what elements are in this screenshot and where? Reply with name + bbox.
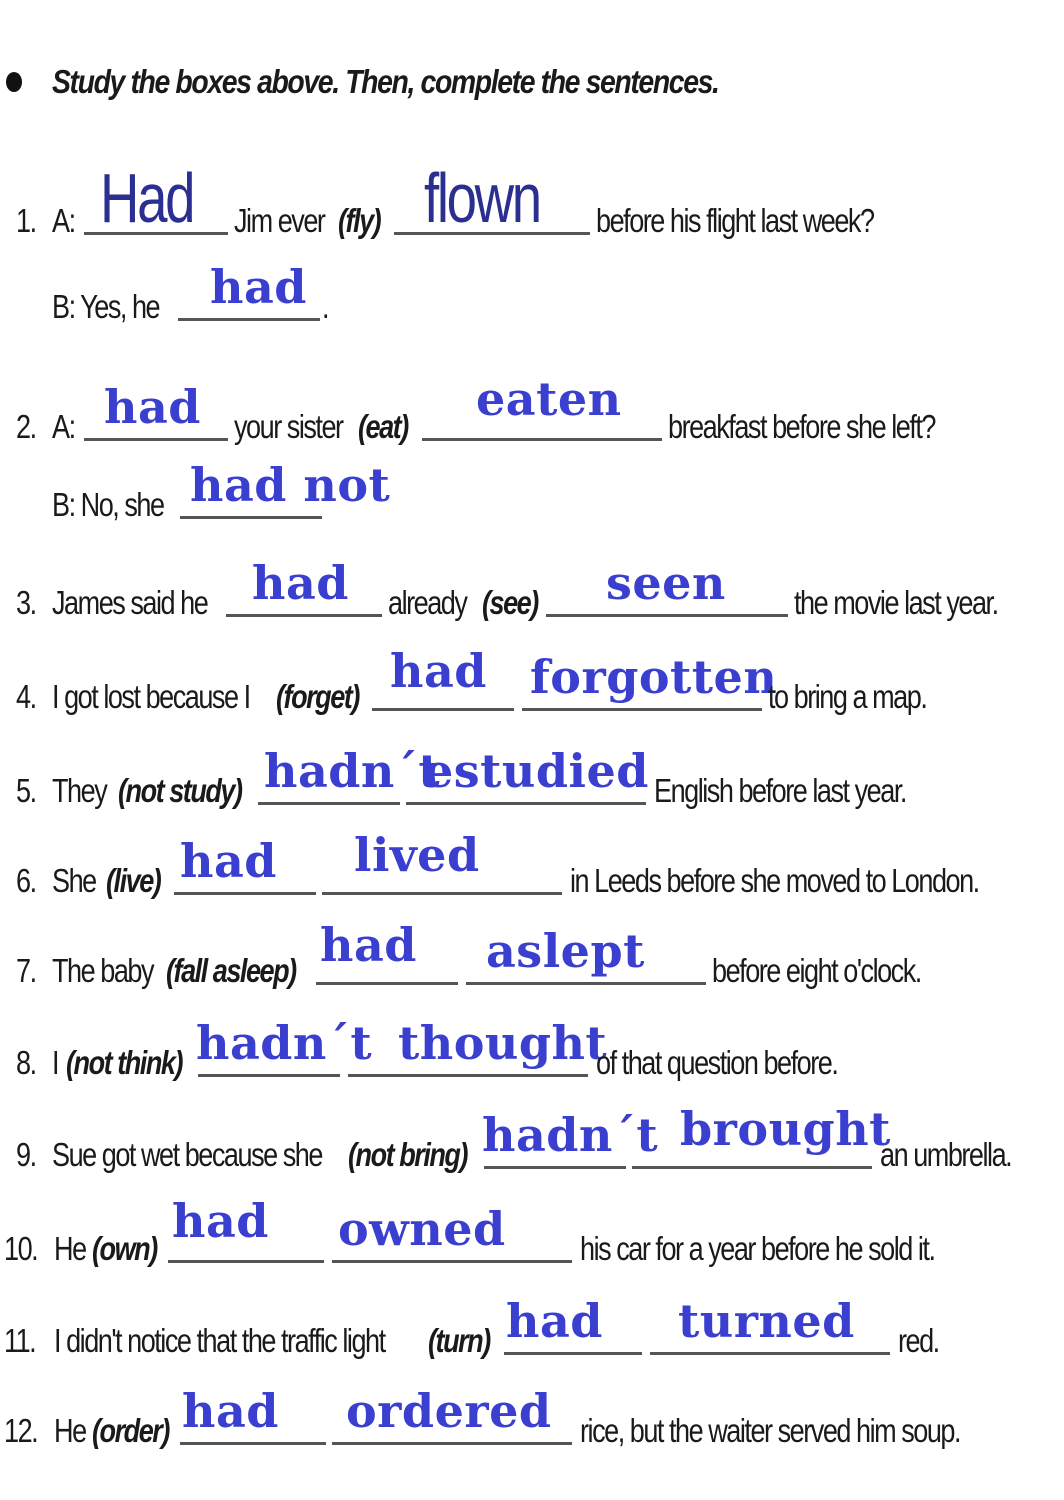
answer-text: lived: [354, 828, 480, 882]
verb-hint: (see): [482, 584, 538, 621]
verb-hint: (turn): [428, 1322, 490, 1359]
sentence-text: his car for a year before he sold it.: [580, 1230, 935, 1267]
answer-text: seen: [606, 556, 726, 610]
item-number: 4.: [16, 678, 36, 715]
speaker-b-label: B: No, she: [52, 486, 164, 523]
sentence-text: The baby: [52, 952, 154, 989]
answer-text: had: [390, 644, 487, 698]
verb-hint: (not bring): [348, 1136, 468, 1173]
sentence-text: I: [52, 1044, 59, 1081]
instruction: [6, 52, 827, 112]
verb-hint: (forget): [276, 678, 359, 715]
answer-text: had not: [190, 458, 391, 512]
answer-text: had: [180, 834, 277, 888]
exercise-item-9: [0, 1102, 1064, 1184]
sentence-text: Sue got wet because she: [52, 1136, 322, 1173]
item-number: 7.: [16, 952, 36, 989]
answer-text: had: [182, 1384, 279, 1438]
sentence-text: rice, but the waiter served him soup.: [580, 1412, 961, 1449]
answer-text: hadn´t: [264, 744, 441, 798]
sentence-end: .: [322, 288, 329, 325]
sentence-text: red.: [898, 1322, 939, 1359]
sentence-text: your sister: [234, 408, 343, 445]
sentence-text: English before last year.: [654, 772, 906, 809]
answer-text: brought: [680, 1102, 891, 1156]
sentence-text: before eight o'clock.: [712, 952, 921, 989]
sentence-text: breakfast before she left?: [668, 408, 935, 445]
answer-text: owned: [338, 1202, 506, 1256]
sentence-text: in Leeds before she moved to London.: [570, 862, 979, 899]
sentence-text: of that question before.: [596, 1044, 838, 1081]
verb-hint: (order): [92, 1412, 169, 1449]
answer-text: had: [172, 1194, 269, 1248]
sentence-text: to bring a map.: [768, 678, 927, 715]
item-number: 12.: [4, 1412, 38, 1449]
verb-hint: (fall asleep): [166, 952, 296, 989]
answer-text: had: [252, 556, 349, 610]
answer-text: had: [210, 260, 307, 314]
answer-text: thought: [398, 1016, 608, 1070]
sentence-text: already: [388, 584, 467, 621]
answer-text: turned: [678, 1294, 855, 1348]
item-number: 2.: [16, 408, 36, 445]
answer-text: ordered: [346, 1384, 552, 1438]
sentence-text: Jim ever: [234, 202, 325, 239]
answer-text: had: [104, 380, 201, 434]
answer-text: flown: [424, 159, 540, 237]
exercise-item-12: [0, 1384, 1064, 1460]
sentence-text: I got lost because I: [52, 678, 250, 715]
answer-text: had: [320, 918, 417, 972]
exercise-item-3: [0, 556, 1064, 632]
answer-text: hadn´t: [196, 1016, 373, 1070]
sentence-text: He: [54, 1230, 86, 1267]
exercise-item-6: [0, 828, 1064, 910]
speaker-a-label: A:: [52, 408, 75, 445]
exercise-item-11: [0, 1294, 1064, 1370]
verb-hint: (eat): [358, 408, 408, 445]
bullet-icon: [6, 72, 22, 92]
instruction-text: Study the boxes above. Then, complete the sentences.: [52, 63, 719, 100]
answer-text: eaten: [476, 372, 622, 426]
sentence-text: before his flight last week?: [596, 202, 874, 239]
answer-text: Had: [100, 159, 194, 237]
sentence-text: an umbrella.: [880, 1136, 1012, 1173]
item-number: 8.: [16, 1044, 36, 1081]
exercise-item-1: [0, 159, 1064, 250]
verb-hint: (not study): [118, 772, 242, 809]
item-number: 9.: [16, 1136, 36, 1173]
verb-hint: (fly): [338, 202, 381, 239]
item-number: 10.: [4, 1230, 38, 1267]
sentence-text: They: [52, 772, 107, 809]
answer-text: had: [506, 1294, 603, 1348]
item-number: 3.: [16, 584, 36, 621]
sentence-text: She: [52, 862, 96, 899]
item-number: 6.: [16, 862, 36, 899]
speaker-b-label: B: Yes, he: [52, 288, 160, 325]
exercise-item-4: [0, 644, 1064, 726]
verb-hint: (live): [106, 862, 161, 899]
exercise-item-5: [0, 744, 1064, 820]
speaker-a-label: A:: [52, 202, 75, 239]
exercise-item-2: [0, 372, 1064, 456]
item-number: 1.: [16, 202, 36, 239]
verb-hint: (own): [92, 1230, 157, 1267]
sentence-text: James said he: [52, 584, 208, 621]
sentence-text: I didn't notice that the traffic light: [54, 1322, 385, 1359]
sentence-text: the movie last year.: [794, 584, 998, 621]
answer-text: hadn´t: [482, 1108, 659, 1162]
item-number: 5.: [16, 772, 36, 809]
exercise-item-2-b: [0, 458, 1064, 534]
exercise-item-1-b: [0, 260, 1064, 336]
verb-hint: (not think): [66, 1044, 183, 1081]
sentence-text: He: [54, 1412, 86, 1449]
exercise-item-7: [0, 918, 1064, 1000]
item-number: 11.: [4, 1322, 36, 1359]
answer-text: forgotten: [530, 650, 778, 704]
exercise-item-8: [0, 1016, 1064, 1092]
exercise-item-10: [0, 1194, 1064, 1278]
answer-text: aslept: [486, 924, 645, 978]
answer-text: estudied: [424, 744, 649, 798]
